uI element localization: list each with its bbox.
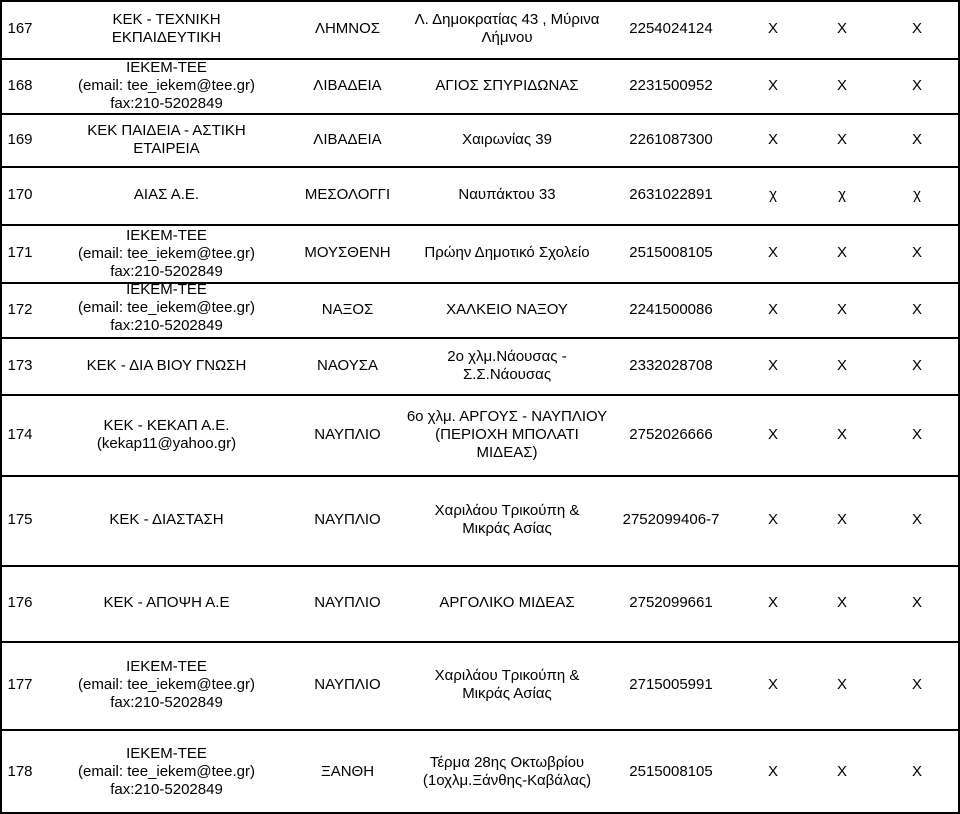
mark-x: X bbox=[836, 511, 847, 528]
mark-x: χ bbox=[769, 186, 777, 203]
city: ΝΑΟΥΣΑ bbox=[317, 356, 378, 374]
address bbox=[410, 641, 604, 729]
row-number: 173 bbox=[7, 356, 33, 374]
phone: 2241500086 bbox=[629, 300, 713, 318]
mark-x: χ bbox=[838, 186, 846, 203]
address-line: 2ο χλμ.Νάουσας - bbox=[447, 347, 567, 365]
address-line: Τέρμα 28ης Οκτωβρίου bbox=[429, 753, 585, 771]
kek-name bbox=[48, 475, 285, 565]
row-number: 169 bbox=[7, 130, 33, 148]
mark-x: X bbox=[911, 300, 922, 318]
mark-x: X bbox=[767, 244, 778, 261]
kek-name-merged bbox=[48, 228, 285, 333]
kek-name-line: ΕΚΠΑΙΔΕΥΤΙΚΗ bbox=[111, 29, 222, 46]
mark-x: X bbox=[836, 76, 847, 94]
kek-name bbox=[48, 729, 285, 814]
mark-x: X bbox=[836, 356, 847, 374]
mark-x: X bbox=[911, 425, 922, 443]
kek-name-line: ΚΕΚ - ΔΙΑ ΒΙΟΥ ΓΝΩΣΗ bbox=[86, 356, 247, 374]
kek-name-line: ΑΙΑΣ Α.Ε. bbox=[133, 186, 200, 203]
kek-name-line: ΚΕΚ - ΔΙΑΣΤΑΣΗ bbox=[109, 511, 224, 528]
mark-x: X bbox=[836, 20, 847, 37]
phone: 2752099406-7 bbox=[622, 511, 720, 528]
address bbox=[410, 337, 604, 394]
kek-name-line: ΚΕΚ ΠΑΙΔΕΙΑ - ΑΣΤΙΚΗ bbox=[87, 121, 246, 139]
mark-x: X bbox=[911, 511, 922, 528]
mark-x: X bbox=[767, 130, 778, 148]
phone: 2715005991 bbox=[629, 676, 713, 693]
kek-name-line: fax:210-5202849 bbox=[110, 94, 223, 112]
city: ΛΗΜΝΟΣ bbox=[314, 20, 381, 37]
address bbox=[410, 282, 604, 337]
city: ΝΑΥΠΛΙΟ bbox=[314, 594, 381, 611]
phone: 2254024124 bbox=[629, 20, 713, 37]
mark-x: X bbox=[767, 676, 778, 693]
kek-name-line: fax:210-5202849 bbox=[110, 316, 223, 334]
phone: 2231500952 bbox=[629, 76, 713, 94]
address bbox=[410, 166, 604, 224]
mark-x: X bbox=[911, 130, 922, 148]
address bbox=[410, 565, 604, 641]
mark-x: X bbox=[767, 356, 778, 374]
address-line: 6ο χλμ. ΑΡΓΟΥΣ - ΝΑΥΠΛΙΟΥ bbox=[406, 407, 608, 425]
address-line: (ΠΕΡΙΟΧΗ ΜΠΟΛΑΤΙ bbox=[435, 425, 579, 443]
address-line: Χαριλάου Τρικούπη & bbox=[434, 502, 580, 519]
kek-name-line: (email: tee_iekem@tee.gr) bbox=[78, 762, 255, 780]
city: ΜΕΣΟΛΟΓΓΙ bbox=[304, 186, 391, 203]
phone: 2515008105 bbox=[629, 762, 713, 780]
kek-name-line: ΙΕΚΕΜ-ΤΕΕ bbox=[126, 658, 207, 675]
phone: 2752099661 bbox=[629, 594, 713, 611]
kek-name-line: (email: tee_iekem@tee.gr) bbox=[78, 298, 255, 316]
address-line: ΑΓΙΟΣ ΣΠΥΡΙΔΩΝΑΣ bbox=[435, 76, 579, 94]
address-line: Χαιρωνίας 39 bbox=[462, 130, 552, 148]
kek-name bbox=[48, 337, 285, 394]
kek-name bbox=[48, 0, 285, 58]
mark-x: X bbox=[836, 300, 847, 318]
kek-name-line: (email: tee_iekem@tee.gr) bbox=[78, 76, 255, 94]
kek-name-line: ΚΕΚ - ΑΠΟΨΗ Α.Ε bbox=[103, 594, 230, 611]
mark-x: X bbox=[911, 762, 922, 780]
kek-name-line: (kekap11@yahoo.gr) bbox=[96, 434, 237, 452]
kek-name bbox=[48, 394, 285, 475]
address bbox=[410, 113, 604, 166]
mark-x: X bbox=[836, 762, 847, 780]
address-line: Λήμνου bbox=[481, 29, 533, 46]
phone: 2332028708 bbox=[629, 356, 713, 374]
address-line: Ναυπάκτου 33 bbox=[458, 186, 556, 203]
address-line: ΑΡΓΟΛΙΚΟ ΜΙΔΕΑΣ bbox=[439, 594, 575, 611]
mark-x: χ bbox=[913, 186, 921, 203]
mark-x: X bbox=[767, 76, 778, 94]
kek-name bbox=[48, 166, 285, 224]
city: ΞΑΝΘΗ bbox=[320, 762, 375, 780]
phone: 2631022891 bbox=[629, 186, 713, 203]
phone: 2515008105 bbox=[629, 244, 713, 261]
address-line: Πρώην Δημοτικό Σχολείο bbox=[424, 244, 590, 261]
address bbox=[410, 729, 604, 814]
row-number: 170 bbox=[7, 186, 33, 203]
city: ΛΙΒΑΔΕΙΑ bbox=[313, 76, 382, 94]
row-number: 175 bbox=[7, 511, 33, 528]
address bbox=[410, 475, 604, 565]
mark-x: X bbox=[911, 76, 922, 94]
kek-name-line: (email: tee_iekem@tee.gr) bbox=[78, 244, 255, 262]
mark-x: X bbox=[836, 594, 847, 611]
mark-x: X bbox=[836, 676, 847, 693]
row-number: 174 bbox=[7, 425, 33, 443]
city: ΝΑΥΠΛΙΟ bbox=[314, 676, 381, 693]
kek-name bbox=[48, 641, 285, 729]
city: ΝΑΥΠΛΙΟ bbox=[314, 511, 381, 528]
city: ΝΑΥΠΛΙΟ bbox=[314, 425, 381, 443]
mark-x: X bbox=[767, 300, 778, 318]
mark-x: X bbox=[767, 762, 778, 780]
kek-name-line: ΕΤΑΙΡΕΙΑ bbox=[133, 139, 200, 157]
mark-x: X bbox=[911, 244, 922, 261]
city: ΝΑΞΟΣ bbox=[321, 300, 374, 318]
mark-x: X bbox=[836, 244, 847, 261]
address-line: Μικράς Ασίας bbox=[462, 685, 552, 702]
kek-name-line: ΚΕΚ - ΤΕΧΝΙΚΗ bbox=[112, 11, 221, 28]
address-line: ΧΑΛΚΕΙΟ ΝΑΞΟΥ bbox=[446, 300, 568, 318]
address bbox=[410, 224, 604, 282]
kek-name-line: fax:210-5202849 bbox=[110, 262, 223, 280]
mark-x: X bbox=[767, 511, 778, 528]
row-number: 171 bbox=[7, 244, 33, 261]
mark-x: X bbox=[767, 20, 778, 37]
address bbox=[406, 394, 608, 475]
row-number: 168 bbox=[7, 76, 33, 94]
kek-name-line: fax:210-5202849 bbox=[110, 694, 223, 711]
mark-x: X bbox=[767, 425, 778, 443]
row-number: 176 bbox=[7, 594, 33, 611]
address-line: (1οχλμ.Ξάνθης-Καβάλας) bbox=[422, 771, 592, 789]
address-line: Χαριλάου Τρικούπη & bbox=[434, 667, 580, 684]
row-number: 172 bbox=[7, 300, 33, 318]
kek-name-line: ΙΕΚΕΜ-ΤΕΕ bbox=[126, 226, 207, 244]
kek-name-line: fax:210-5202849 bbox=[110, 780, 223, 798]
city: ΛΙΒΑΔΕΙΑ bbox=[313, 130, 382, 148]
kek-name-line: ΙΕΚΕΜ-ΤΕΕ bbox=[126, 744, 207, 762]
row-number: 177 bbox=[7, 676, 33, 693]
kek-name-line: ΚΕΚ - ΚΕΚΑΠ Α.Ε. bbox=[103, 416, 230, 434]
kek-name bbox=[48, 565, 285, 641]
mark-x: X bbox=[911, 356, 922, 374]
row-number: 178 bbox=[7, 762, 33, 780]
address-line: ΜΙΔΕΑΣ) bbox=[476, 443, 538, 461]
kek-name bbox=[48, 113, 285, 166]
mark-x: X bbox=[767, 594, 778, 611]
kek-name bbox=[48, 58, 285, 113]
mark-x: X bbox=[836, 425, 847, 443]
address-line: Σ.Σ.Νάουσας bbox=[462, 365, 552, 383]
phone: 2752026666 bbox=[629, 425, 713, 443]
mark-x: X bbox=[911, 20, 922, 37]
mark-x: X bbox=[911, 676, 922, 693]
address bbox=[410, 58, 604, 113]
row-number: 167 bbox=[7, 20, 33, 37]
phone: 2261087300 bbox=[629, 130, 713, 148]
kek-name-line: (email: tee_iekem@tee.gr) bbox=[78, 676, 255, 693]
city: ΜΟΥΣΘΕΝΗ bbox=[304, 244, 391, 261]
address bbox=[410, 0, 604, 58]
kek-name-line: ΙΕΚΕΜ-ΤΕΕ bbox=[126, 58, 207, 76]
address-line: Λ. Δημοκρατίας 43 , Μύρινα bbox=[414, 11, 600, 28]
kek-name-line: ΙΕΚΕΜ-ΤΕΕ bbox=[126, 280, 207, 298]
mark-x: X bbox=[911, 594, 922, 611]
address-line: Μικράς Ασίας bbox=[462, 520, 552, 537]
mark-x: X bbox=[836, 130, 847, 148]
